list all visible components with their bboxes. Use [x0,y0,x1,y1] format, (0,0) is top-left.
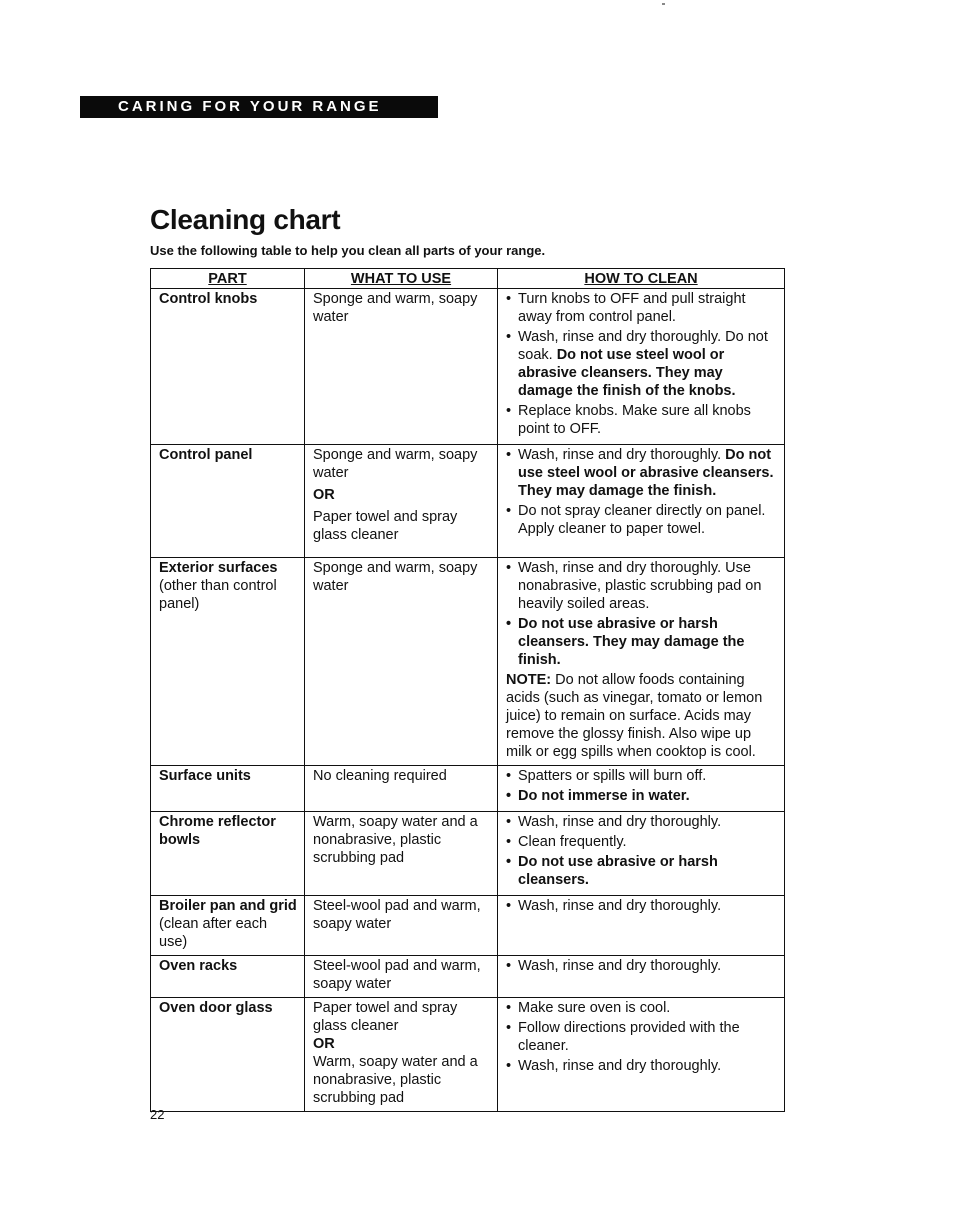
table-row [151,766,785,812]
how-cell [498,956,785,998]
list-item: • Make sure oven is cool. [506,999,778,1017]
list-item: • Wash, rinse and dry thoroughly. [506,897,778,915]
part-cell: Oven door glass [151,998,305,1112]
scan-speck [662,3,665,5]
use-cell: Paper towel and spray glass cleaner OR Warm, soapy water and a nonabrasive, plastic scrubbing pad [305,998,498,1112]
use-cell: Sponge and warm, soapy water [305,558,498,766]
part-cell: Oven racks [151,956,305,998]
list-item: • Do not use abrasive or harsh cleansers. They may damage the finish. [506,615,778,669]
list-item: • Do not immerse in water. [506,787,778,805]
table-header-row [151,269,785,289]
use-cell: Warm, soapy water and a nonabrasive, plastic scrubbing pad [305,812,498,896]
list-item: • Wash, rinse and dry thoroughly. Do not soak. Do not use steel wool or abrasive cleansers. They may damage the finish of the knobs. [506,328,778,400]
how-cell [498,558,785,766]
section-banner: CARING FOR YOUR RANGE [80,96,438,118]
use-cell: Steel-wool pad and warm, soapy water [305,896,498,956]
page-title: Cleaning chart [150,204,341,235]
part-cell: Exterior surfaces (other than control panel) [151,558,305,766]
use-cell: No cleaning required [305,766,498,812]
how-cell [498,896,785,956]
list-item: • Wash, rinse and dry thoroughly. Use nonabrasive, plastic scrubbing pad on heavily soiled areas. [506,559,778,613]
list-item: • Do not use abrasive or harsh cleansers. [506,853,778,889]
table-row [151,998,785,1112]
table-row [151,956,785,998]
table-row [151,812,785,896]
use-cell: Sponge and warm, soapy water [305,289,498,445]
how-cell [498,998,785,1112]
how-cell [498,445,785,558]
page-subtitle: Use the following table to help you clean all parts of your range. [150,243,546,258]
header-what-to-use: WHAT TO USE [305,269,498,289]
list-item: • Wash, rinse and dry thoroughly. [506,957,778,975]
part-cell: Control panel [151,445,305,558]
use-cell: Steel-wool pad and warm, soapy water [305,956,498,998]
page-number: 22 [150,1107,165,1122]
list-item: • Replace knobs. Make sure all knobs point to OFF. [506,402,778,438]
part-cell: Surface units [151,766,305,812]
list-item: • Turn knobs to OFF and pull straight away from control panel. [506,290,778,326]
list-item: • Wash, rinse and dry thoroughly. [506,1057,778,1075]
list-item: • Wash, rinse and dry thoroughly. Do not use steel wool or abrasive cleansers. They may damage the finish. [506,446,778,500]
table-row [151,445,785,558]
cleaning-table [150,268,785,1112]
how-cell [498,812,785,896]
table-row [151,896,785,956]
list-item: • Wash, rinse and dry thoroughly. [506,813,778,831]
list-item: • Spatters or spills will burn off. [506,767,778,785]
header-how-to-clean: HOW TO CLEAN [498,269,785,289]
how-cell [498,289,785,445]
part-cell: Control knobs [151,289,305,445]
how-cell [498,766,785,812]
list-item: • Clean frequently. [506,833,778,851]
use-cell: Sponge and warm, soapy water OR Paper towel and spray glass cleaner [305,445,498,558]
list-item: • Do not spray cleaner directly on panel. Apply cleaner to paper towel. [506,502,778,538]
table-row [151,289,785,445]
part-cell: Broiler pan and grid (clean after each use) [151,896,305,956]
part-cell: Chrome reflector bowls [151,812,305,896]
list-item: • Follow directions provided with the cleaner. [506,1019,778,1055]
note-text: NOTE: Do not allow foods containing acids (such as vinegar, tomato or lemon juice) to remain on surface. Acids may remove the glossy finish. Also wipe up milk or egg spills when cooktop is cool. [506,672,763,760]
header-part: PART [151,269,305,289]
table-row [151,558,785,766]
